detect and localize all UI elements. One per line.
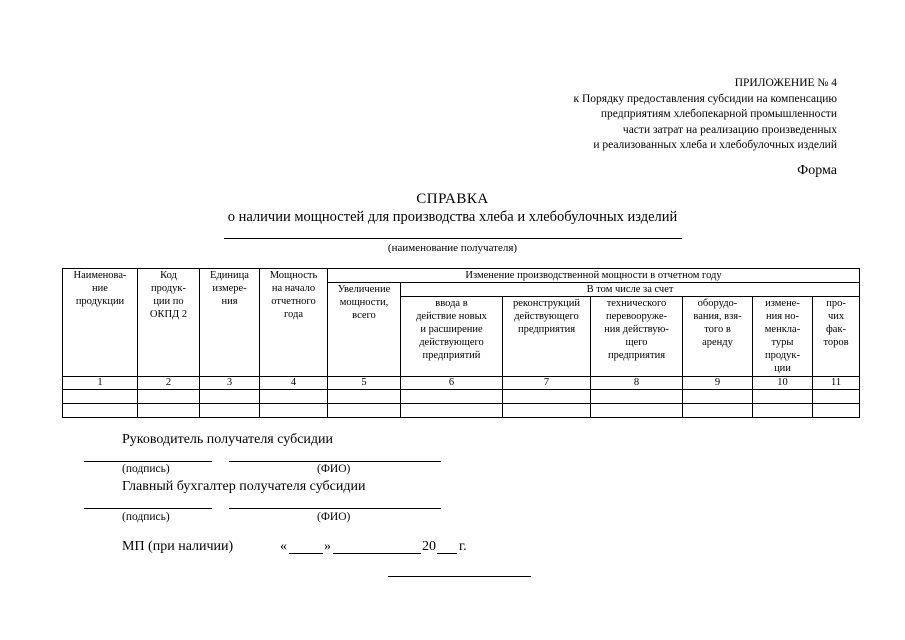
table-cell[interactable] [260,390,328,404]
table-cell[interactable] [200,390,260,404]
table-cell[interactable] [260,404,328,418]
table-cell[interactable] [683,390,753,404]
table-cell[interactable] [63,404,138,418]
table-cell[interactable] [328,404,401,418]
column-number: 2 [138,377,200,390]
table-cell[interactable] [503,404,591,418]
table-cell[interactable] [401,404,503,418]
column-number: 5 [328,377,401,390]
head-signature-caption: (подпись) [122,463,170,475]
head-name-line[interactable] [229,461,441,462]
bottom-line [388,576,531,577]
accountant-name-caption: (ФИО) [317,511,351,523]
header-including: В том числе за счет [401,283,860,297]
table-cell[interactable] [200,404,260,418]
column-number-row [63,377,860,390]
header-increase-total: Увеличение мощности, всего [328,283,401,377]
header-nomenclature-change: измене- ния но- менкла- туры продук- ции [753,297,813,377]
date-close-quote: » [324,539,331,554]
header-row [63,269,860,283]
column-number: 7 [503,377,591,390]
head-name-caption: (ФИО) [317,463,351,475]
accountant-name-line[interactable] [229,508,441,509]
recipient-name-line[interactable] [224,238,682,239]
appendix-line: к Порядку предоставления субсидии на компенсацию [573,92,837,105]
column-number: 9 [683,377,753,390]
accountant-signature-caption: (подпись) [122,511,170,523]
column-number: 6 [401,377,503,390]
table-cell[interactable] [401,390,503,404]
capacity-table [62,268,860,418]
header-other-factors: про- чих фак- торов [813,297,860,377]
date-year-line[interactable] [437,553,457,554]
table-cell[interactable] [683,404,753,418]
appendix-line: и реализованных хлеба и хлебобулочных изделий [593,139,837,151]
appendix-line: ПРИЛОЖЕНИЕ № 4 [734,77,837,89]
table-cell[interactable] [138,390,200,404]
accountant-signature-label: Главный бухгалтер получателя субсидии [122,479,366,494]
table-cell[interactable] [753,404,813,418]
column-number: 1 [63,377,138,390]
column-number: 3 [200,377,260,390]
date-open-quote: « [280,539,287,554]
table-row [63,404,860,418]
table-cell[interactable] [328,390,401,404]
date-year-suffix: г. [459,539,467,554]
accountant-signature-line[interactable] [84,508,212,509]
appendix-line: предприятиям хлебопекарной промышленности [600,108,837,120]
table-cell[interactable] [503,390,591,404]
table-cell[interactable] [753,390,813,404]
header-reequipment: технического перевооруже- ния действую- щего предприятия [591,297,683,377]
header-leased-equipment: оборудо- вания, взя- того в аренду [683,297,753,377]
header-okpd-code: Код продук- ции по ОКПД 2 [138,269,200,377]
table-cell[interactable] [591,404,683,418]
document-title: СПРАВКА [416,191,489,207]
column-number: 11 [813,377,860,390]
header-unit: Единица измере- ния [200,269,260,377]
header-reconstruction: реконструкций действующего предприятия [503,297,591,377]
document-subtitle: о наличии мощностей для производства хлеба и хлебобулочных изделий [227,209,678,225]
table-row [63,390,860,404]
header-product-name: Наименова- ние продукции [63,269,138,377]
title-block [0,190,905,254]
stamp-label: МП (при наличии) [122,539,234,554]
appendix-line: части затрат на реализацию произведенных [622,123,837,136]
head-signature-line[interactable] [84,461,212,462]
column-number: 10 [753,377,813,390]
column-number: 8 [591,377,683,390]
header-capacity-start: Мощность на начало отчетного года [260,269,328,377]
column-number: 4 [260,377,328,390]
header-change-group: Изменение производственной мощности в отчетном году [328,269,860,283]
table-cell[interactable] [138,404,200,418]
form-label: Форма [797,163,837,178]
head-signature-label: Руководитель получателя субсидии [122,432,334,447]
table-cell[interactable] [813,390,860,404]
date-month-line[interactable] [333,553,421,554]
date-day-line[interactable] [289,553,323,554]
header-new-facilities: ввода в действие новых и расширение действующего предприятий [401,297,503,377]
appendix-note [477,76,837,154]
table-cell[interactable] [813,404,860,418]
recipient-caption: (наименование получателя) [387,242,518,254]
table-cell[interactable] [63,390,138,404]
table-cell[interactable] [591,390,683,404]
date-year-prefix: 20 [422,539,436,554]
